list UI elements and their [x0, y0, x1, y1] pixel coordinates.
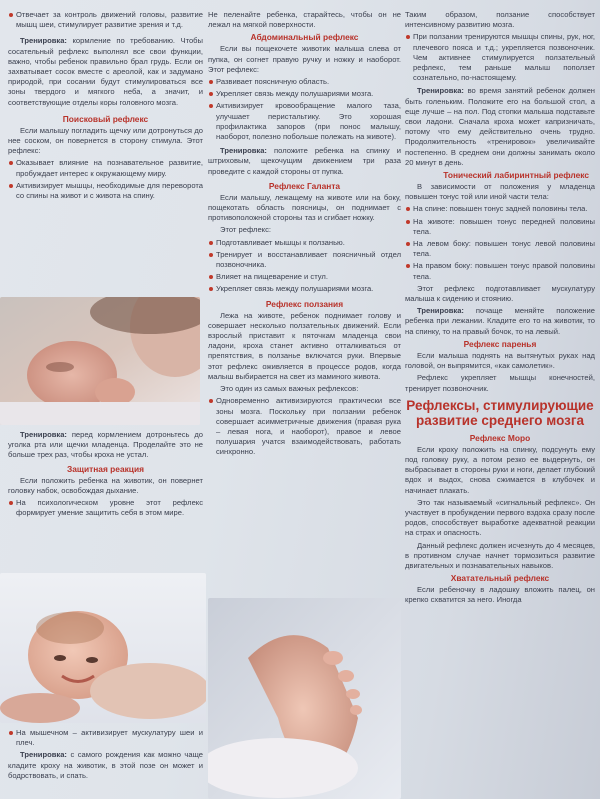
body-paragraph: Если положить ребенка на животик, он повернет головку набок, освобождая дыхание.: [8, 475, 203, 495]
bullet-item: Подготавливает мышцы к ползанью.: [208, 238, 401, 248]
training-label: Тренировка:: [20, 36, 67, 46]
body-paragraph: Это один из самых важных рефлексов:: [220, 384, 359, 394]
heading-abdominal-reflex: Абдоминальный рефлекс: [250, 32, 359, 43]
bullet-paragraph: Отвечает за контроль движений головы, развитие мышц шеи, стимулирует развитие зрения и т.д.: [8, 10, 203, 30]
training-paragraph: [8, 430, 203, 461]
body-paragraph: Если вы пощекочете животик малыша слева от пупка, он согнет правую ручку и ножку и наоборот. Этот рефлекс:: [208, 44, 401, 74]
photo-baby-on-belly-image: [0, 573, 206, 723]
bullet-item: На животе: повышен тонус передней половины тела.: [405, 217, 595, 237]
training-paragraph: [208, 146, 401, 177]
body-paragraph: Если малыша поднять на вытянутых руках над головой, он выпрямится, «как самолетик».: [405, 350, 595, 371]
body-paragraph: Рефлекс укрепляет мышцы конечностей, тренирует позвоночник.: [405, 373, 595, 393]
bullet-item: Развивает поясничную область.: [208, 77, 401, 87]
training-text: во время занятий ребенок должен быть голеньким. Положите его на большой стол, а еще лучше – на пол. Под стопки малыша подставьте свои ладони. Сначала кроха может капризничать, потому что ему действительно очень трудно. Продолжительность «тренировок» увеличивайте постепенно. В среднем они должны занимать около 20 минут в день.: [405, 86, 595, 167]
column-3: [405, 0, 595, 799]
bullet-item: На мышечном – активизирует мускулатуру шеи и плеч.: [8, 728, 203, 748]
training-label: Тренировка:: [417, 306, 464, 316]
body-paragraph: Таким образом, ползание способствует интенсивному развитию мозга.: [405, 10, 595, 30]
bullet-item: На спине: повышен тонус задней половины тела.: [405, 204, 595, 214]
bullet-item: Укрепляет связь между полушариями мозга.: [208, 284, 401, 294]
body-paragraph: Если малышу погладить щечку или дотронуться до нее соском, он повернется в сторону стимула. Этот рефлекс:: [8, 125, 203, 156]
bullet-item: Активизирует мышцы, необходимые для переворота со спины на живот и с живота на спину.: [8, 181, 203, 201]
bullet-item: На левом боку: повышен тонус левой половины тела.: [405, 239, 595, 259]
bullet-item: На правом боку: повышен тонус правой половины тела.: [405, 261, 595, 281]
heading-moro-reflex: Рефлекс Моро: [469, 432, 531, 443]
photo-mother-baby: [0, 297, 200, 425]
training-paragraph: [8, 36, 203, 107]
bullet-item: При ползании тренируются мышцы спины, рук, ног, плечевого пояса и т.д.; укрепляется позвоночник. Чем активнее стимулируется ползательный рефлекс, тем раньше малыш поползет сознательно, по-настоящему.: [405, 32, 595, 83]
bullet-item: Активизирует кровообращение малого таза, улучшает перистальтику. Это хорошая профилактика запоров (при понос малышу, наоборот, полезно побольше полежать на животе).: [208, 101, 401, 142]
training-text: перед кормлением дотроньтесь до уголка рта или щечки младенца. Проделайте это не больше трех раз, чтобы кроха не устал.: [8, 430, 203, 460]
training-label: Тренировка:: [20, 750, 67, 760]
photo-baby-feet: [208, 598, 401, 799]
heading-galant-reflex: Рефлекс Галанта: [268, 180, 341, 191]
body-paragraph: Данный рефлекс должен исчезнуть до 4 месяцев, в противном случае начнет тормозиться развитие двигательных и познавательных навыков.: [405, 540, 595, 570]
training-paragraph: [8, 750, 203, 781]
bullet-item: Укрепляет связь между полушариями мозга.: [208, 89, 401, 99]
body-paragraph: Лежа на животе, ребенок поднимает голову и совершает несколько ползательных движений. Если взрослый приставит к пяточкам младенца свои ладони, кроха станет активно отталкиваться от препятствия, в ползанье включатся руки. Впервые этот рефлекс оживляется в процессе родов, когда малыш выбирается на свет из маминого живота.: [208, 310, 401, 381]
heading-protective-reaction: Защитная реакция: [67, 463, 144, 474]
bullet-item: На психологическом уровне этот рефлекс формирует умение защитить себя в этом мире.: [8, 498, 203, 518]
heading-gliding-reflex: Рефлекс паренья: [463, 338, 537, 349]
training-text: положите ребенка на спинку и штриховым, щекочущим движением три раза проведите с каждой стороны от пупка.: [208, 146, 401, 176]
bullet-item: Влияет на пищеварение и стул.: [208, 272, 401, 282]
body-paragraph: Этот рефлекс подготавливает мускулатуру малыша к сидению и стоянию.: [405, 283, 595, 304]
body-paragraph: Это так называемый «сигнальный рефлекс». Он участвует в пробуждении первого вздоха сразу после родов, способствует выработке адекватной реакции на страх и опасность.: [405, 497, 595, 538]
column-2: [208, 0, 401, 799]
training-paragraph: [405, 306, 595, 337]
heading-search-reflex: Поисковый рефлекс: [62, 113, 149, 124]
body-paragraph: Если ребеночку в ладошку вложить палец, он крепко схватится за него. Иногда: [405, 585, 595, 605]
training-label: Тренировка:: [20, 430, 67, 439]
training-label: Тренировка:: [417, 86, 464, 96]
body-paragraph: Этот рефлекс:: [220, 225, 271, 235]
body-paragraph: Если малышу, лежащему на животе или на боку, пощекотать область поясницы, он поднимает с противоположной стороны таз и сгибает ножку.: [208, 192, 401, 223]
heading-crawling-reflex: Рефлекс ползания: [265, 298, 344, 309]
training-paragraph: [405, 86, 595, 168]
body-paragraph: Если кроху положить на спинку, подсунуть ему под головку руку, а потом резко ее выдернуть, он выбрасывает в стороны руки и ноги, делает глубокий вдох и выдох, снова сжимается в клубочек и начинает плакать.: [405, 444, 595, 495]
photo-baby-on-belly: [0, 573, 206, 723]
heading-grasp-reflex: Хватательный рефлекс: [450, 573, 550, 584]
training-text: с самого рождения как можно чаще кладите кроху на животик, в этой позе он может и бодрствовать, и спать.: [8, 750, 203, 780]
photo-mother-baby-image: [0, 297, 200, 425]
training-text: кормление по требованию. Чтобы сосательный рефлекс выполнял все свои функции, важно, чтобы ребенок правильно брал грудь. Если он захватывает сосок вместе с ареолой, как и задумано природой, при сосании будут стимулироваться все зоны твердого и мягкого неба, а значит, и соответствующие отделы коры головного мозга.: [8, 36, 203, 107]
training-label: Тренировка:: [220, 146, 267, 156]
body-paragraph: Не пеленайте ребенка, старайтесь, чтобы он не лежал на мягкой поверхности.: [208, 10, 401, 30]
photo-baby-feet-image: [208, 598, 401, 799]
body-paragraph: В зависимости от положения у младенца повышен тонус той или иной части тела:: [405, 182, 595, 202]
training-text: почаще меняйте положение ребенка при лежании. Кладите его то на животик, то на спинку, то на правый бочок, то на левый.: [405, 306, 595, 336]
column-1: [8, 0, 203, 799]
heading-tonic-labyrinth-reflex: Тонический лабиринтный рефлекс: [443, 170, 589, 181]
bullet-item: Оказывает влияние на познавательное развитие, пробуждает интерес к окружающему миру.: [8, 158, 203, 178]
bullet-item: Тренирует и восстанавливает поясничный отдел позвоночника.: [208, 250, 401, 270]
section-title: Рефлексы, стимулирующие развитие среднего мозга: [406, 397, 594, 428]
bullet-item: Одновременно активизируются практически все зоны мозга. Поскольку при ползании ребенок совершает асимметричные движения (правая рука – левая нога, и наоборот), правое и левое полушария учатся взаимодействовать, работать синхронно.: [208, 396, 401, 457]
